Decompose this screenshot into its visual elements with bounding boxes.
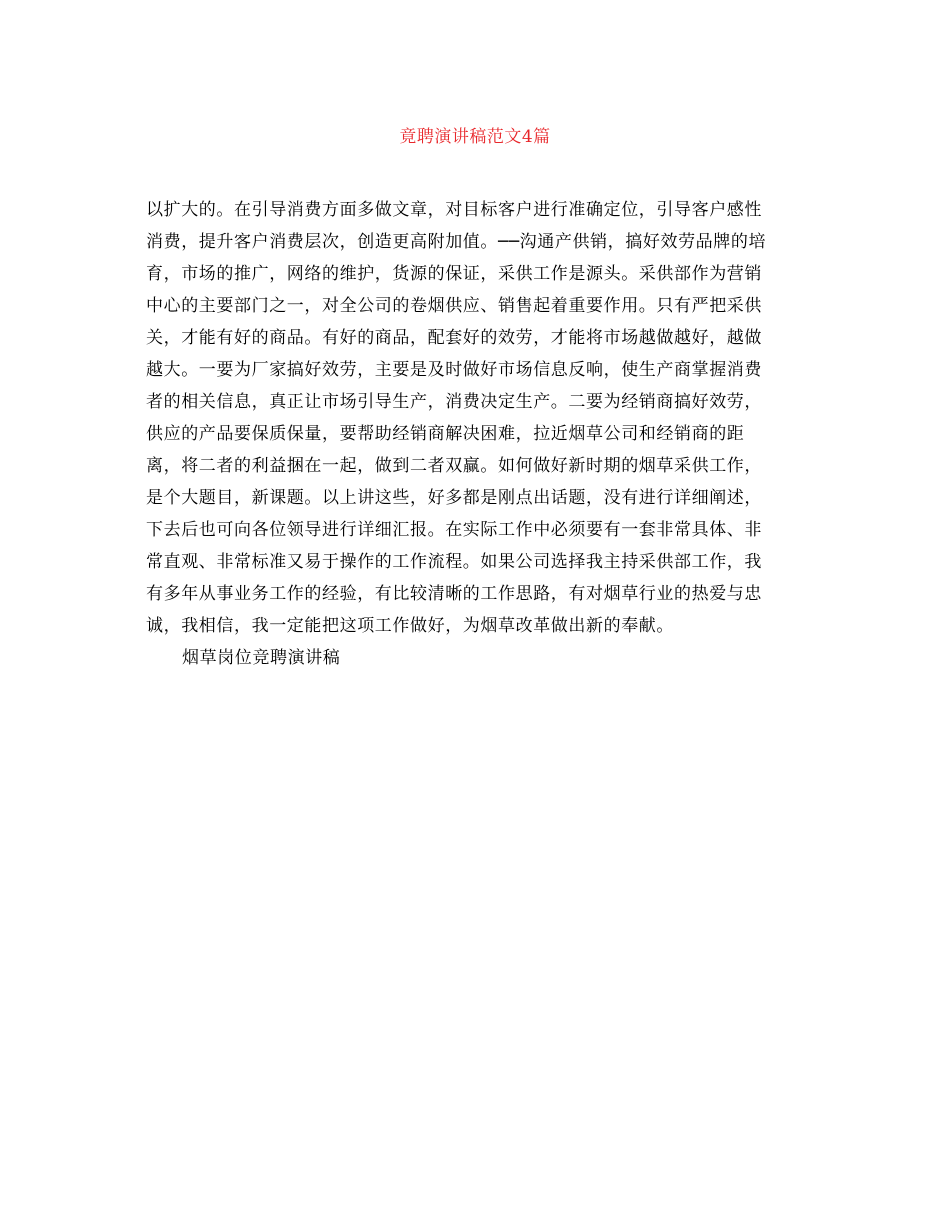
paragraph-line: 常直观、非常标准又易于操作的工作流程。如果公司选择我主持采供部工作，我 xyxy=(146,552,762,572)
paragraph-line: 中心的主要部门之一，对全公司的卷烟供应、销售起着重要作用。只有严把采供 xyxy=(146,296,762,316)
paragraph-line: 以扩大的。在引导消费方面多做文章，对目标客户进行准确定位，引导客户感性 xyxy=(146,200,762,220)
body-text xyxy=(146,194,806,674)
paragraph-line: 关，才能有好的商品。有好的商品，配套好的效劳，才能将市场越做越好，越做 xyxy=(146,328,762,348)
paragraph-line: 消费，提升客户消费层次，创造更高附加值。──沟通产供销，搞好效劳品牌的培 xyxy=(146,232,767,252)
paragraph-line: 育，市场的推广，网络的维护，货源的保证，采供工作是源头。采供部作为营销 xyxy=(146,264,762,284)
paragraph-line: 有多年从事业务工作的经验，有比较清晰的工作思路，有对烟草行业的热爱与忠 xyxy=(146,584,762,604)
paragraph-line: 诚，我相信，我一定能把这项工作做好，为烟草改革做出新的奉献。 xyxy=(146,616,674,636)
paragraph-line: 越大。一要为厂家搞好效劳，主要是及时做好市场信息反响，使生产商掌握消费 xyxy=(146,360,762,380)
paragraph-line: 供应的产品要保质保量，要帮助经销商解决困难，拉近烟草公司和经销商的距 xyxy=(146,424,745,444)
paragraph-line: 下去后也可向各位领导进行详细汇报。在实际工作中必须要有一套非常具体、非 xyxy=(146,520,762,540)
paragraph-line: 是个大题目，新课题。以上讲这些，好多都是刚点出话题，没有进行详细阐述， xyxy=(146,488,762,508)
paragraph-line: 离，将二者的利益捆在一起，做到二者双赢。如何做好新时期的烟草采供工作， xyxy=(146,456,762,476)
page-title: 竟聘演讲稿范文4篇 xyxy=(399,127,551,147)
section-heading: 烟草岗位竞聘演讲稿 xyxy=(182,648,341,668)
paragraph-line: 者的相关信息，真正让市场引导生产，消费决定生产。二要为经销商搞好效劳， xyxy=(146,392,762,412)
